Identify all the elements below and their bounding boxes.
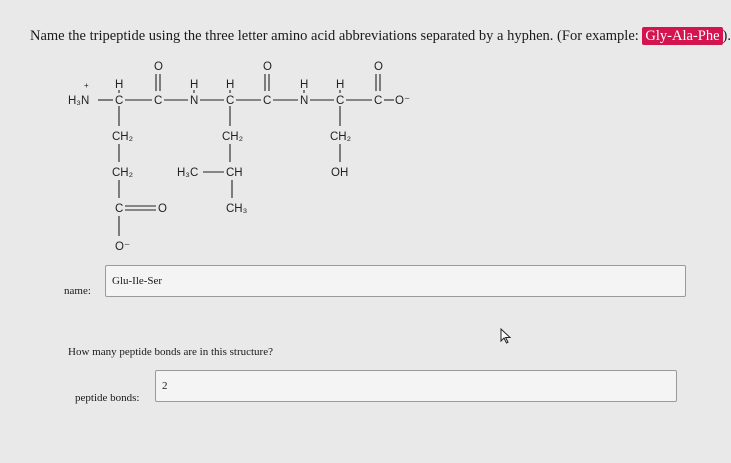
o-carbonyl2: O — [263, 61, 272, 73]
h-n2: H — [300, 79, 309, 91]
h-alpha1: H — [115, 79, 124, 91]
alpha-c3: C — [336, 95, 345, 107]
peptide-bonds-input[interactable] — [155, 370, 677, 402]
carbonyl-c2: C — [263, 95, 272, 107]
alpha-c2: C — [226, 95, 235, 107]
amide-n2: N — [300, 95, 309, 107]
plus-charge: + — [84, 81, 89, 90]
question-main: Name the tripeptide using the three letter amino acid abbreviations separated by a hyphen. (For example: — [30, 28, 643, 44]
h-alpha3: H — [336, 79, 345, 91]
glu-carboxyl-c: C — [115, 203, 124, 215]
o-carbonyl1: O — [154, 61, 163, 73]
tripeptide-structure — [60, 58, 420, 258]
question-text — [30, 28, 731, 45]
name-input[interactable] — [105, 265, 686, 297]
example-badge: Gly-Ala-Phe — [642, 27, 722, 45]
carboxyl-c: C — [374, 95, 383, 107]
question-suffix: ). — [722, 28, 731, 44]
h3n-label: H₃N — [68, 95, 90, 107]
alpha-c1: C — [115, 95, 124, 107]
glu-carboxyl-o: O — [158, 203, 167, 215]
ser-oh: OH — [331, 167, 349, 179]
ile-ch: CH — [226, 167, 243, 179]
peptide-bonds-question: How many peptide bonds are in this structure? — [68, 346, 273, 358]
ile-ch2: CH₂ — [222, 131, 244, 143]
mouse-pointer-icon — [500, 328, 512, 349]
carbonyl-c1: C — [154, 95, 163, 107]
carboxylate-o: O⁻ — [395, 95, 411, 107]
ser-ch2: CH₂ — [330, 131, 352, 143]
h-n1: H — [190, 79, 199, 91]
h-alpha2: H — [226, 79, 235, 91]
name-label: name: — [64, 285, 91, 297]
glu-carboxylate-o: O⁻ — [115, 241, 131, 253]
amide-n1: N — [190, 95, 199, 107]
glu-ch2-b: CH₂ — [112, 167, 134, 179]
ile-h3c: H₃C — [177, 167, 199, 179]
ile-ch3: CH₃ — [226, 203, 248, 215]
peptide-bonds-label: peptide bonds: — [75, 392, 140, 404]
name-input-value: Glu-Ile-Ser — [112, 275, 163, 287]
structure-diagram — [60, 58, 420, 258]
o-carboxyl: O — [374, 61, 383, 73]
glu-ch2-a: CH₂ — [112, 131, 134, 143]
peptide-bonds-value: 2 — [162, 380, 168, 392]
